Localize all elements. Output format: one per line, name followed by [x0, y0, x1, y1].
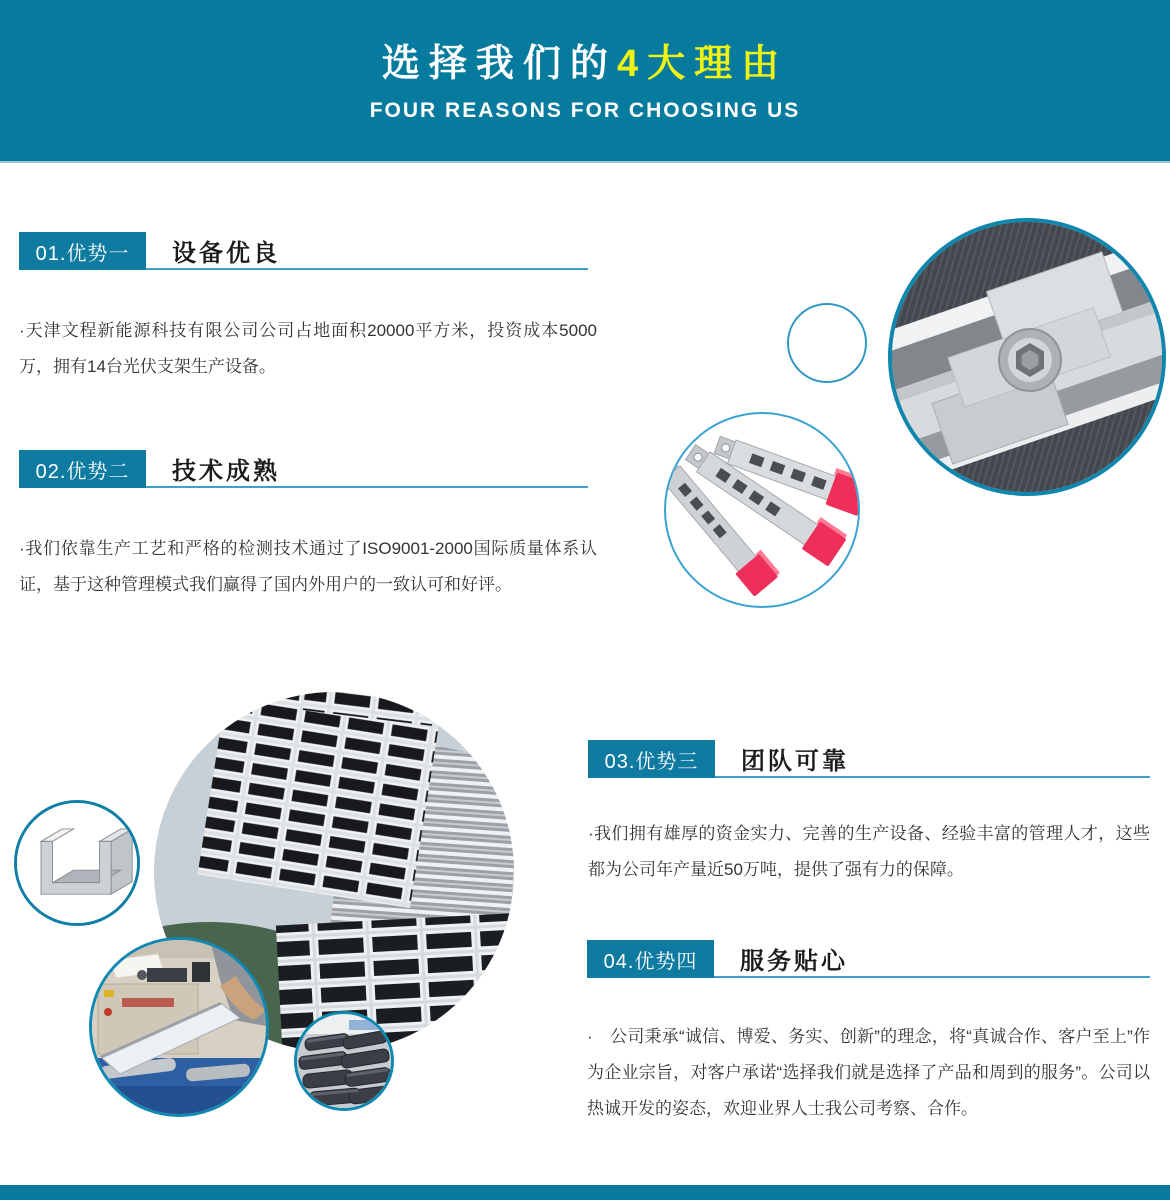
steel-bundles-photo — [294, 1011, 394, 1111]
page-title — [381, 42, 789, 85]
advantage-4-header — [587, 940, 1150, 978]
advantage-1-badge: 01.优势一 — [19, 232, 146, 270]
advantage-2-body: ·我们依靠生产工艺和严格的检测技术通过了ISO9001-2000国际质量体系认证，基于这种管理模式我们赢得了国内外用户的一致认可和好评。 — [19, 539, 597, 594]
advantage-3-header — [588, 740, 1150, 778]
advantage-4-badge: 04.优势四 — [587, 940, 714, 978]
advantage-4-title: 服务贴心 — [740, 947, 848, 975]
u-channel-steel-photo — [14, 800, 140, 926]
advantage-3-body: ·我们拥有雄厚的资金实力、完善的生产设备、经验丰富的管理人才，这些都为公司年产量近50万吨，提供了强有力的保障。 — [588, 824, 1150, 879]
advantage-1-header — [19, 232, 588, 270]
decorative-outline-circle — [787, 303, 867, 383]
advantage-4-underline — [714, 940, 1150, 978]
advantage-4-body: · 公司秉承“诚信、博爱、务实、创新”的理念，将“真诚合作、客户至上”作为企业宗旨，对客户承诺“选择我们就是选择了产品和周到的服务”。公司以热诚开发的姿态，欢迎业界人士我公司考察、合作。 — [587, 1027, 1150, 1118]
advantage-3-underline — [715, 740, 1150, 778]
page-title-main: 选择我们的 — [381, 42, 617, 85]
advantage-3-badge: 03.优势三 — [588, 740, 715, 778]
advantage-1-body: ·天津文程新能源科技有限公司公司占地面积20000平方米，投资成本5000万，拥有14台光伏支架生产设备。 — [19, 321, 597, 376]
advantage-2-title: 技术成熟 — [172, 457, 280, 485]
page-subtitle: FOUR REASONS FOR CHOOSING US — [369, 98, 801, 122]
workshop-machine-photo — [89, 937, 269, 1117]
steel-brackets-photo — [664, 412, 860, 608]
advantage-section-1 — [19, 232, 597, 376]
hero-banner — [0, 0, 1170, 163]
page-title-highlight: 4大理由 — [616, 42, 789, 85]
bottom-accent-bar — [0, 1185, 1170, 1200]
advantage-1-underline — [146, 232, 588, 270]
advantage-section-4 — [587, 940, 1150, 1118]
advantage-2-badge: 02.优势二 — [19, 450, 146, 488]
solar-clamp-photo — [888, 218, 1166, 496]
advantage-2-underline — [146, 450, 588, 488]
advantage-3-title: 团队可靠 — [741, 747, 849, 775]
advantage-2-header — [19, 450, 588, 488]
advantage-section-3 — [588, 740, 1150, 879]
advantage-section-2 — [19, 450, 597, 594]
advantage-1-title: 设备优良 — [172, 239, 280, 267]
